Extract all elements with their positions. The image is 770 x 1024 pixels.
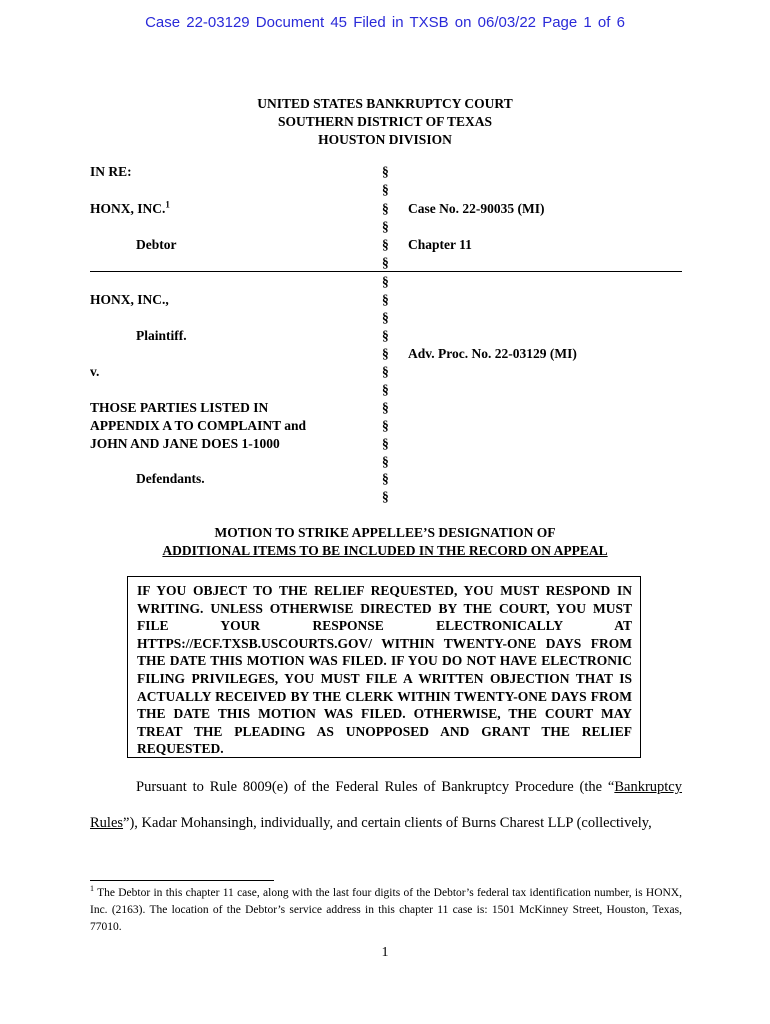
court-division: HOUSTON DIVISION [318,132,452,147]
section-symbol: § [382,364,389,379]
section-symbol: § [382,164,389,179]
defined-term: Rules [90,815,124,831]
motion-title-line-1: MOTION TO STRIKE APPELLEE’S DESIGNATION OF [214,525,556,540]
versus-label: v. [90,364,100,379]
section-symbol: § [382,418,389,433]
section-symbol: § [382,219,389,234]
section-symbol: § [382,292,389,307]
motion-title [0,524,770,560]
section-symbol: § [382,274,389,289]
section-symbol: § [382,310,389,325]
section-symbol: § [382,382,389,397]
defendants-line-1: THOSE PARTIES LISTED IN [90,400,269,415]
response-notice-text: IF YOU OBJECT TO THE RELIEF REQUESTED, YOU MUST RESPOND IN WRITING. UNLESS OTHERWISE DIRECTED BY THE COURT, YOU MUST FILE YOUR RESPONSE ELECTRONICALLY AT HTTPS://ECF.TXSB.USCOURTS.GOV/ WITHIN TWENTY-ONE DAYS FROM THE DATE THIS MOTION WAS FILED. IF YOU DO NOT HAVE ELECTRONIC FILING PRIVILEGES, YOU MUST FILE A WRITTEN OBJECTION THAT IS ACTUALLY RECEIVED BY THE CLERK WITHIN TWENTY-ONE DAYS FROM THE DATE THIS MOTION WAS FILED. OTHERWISE, THE COURT MAY TREAT THE PLEADING AS UNOPPOSED AND GRANT THE RELIEF REQUESTED. [137,583,632,757]
defined-term: Bankruptcy [614,779,682,795]
section-symbol: § [382,489,389,504]
plaintiff-label: Plaintiff. [136,328,187,343]
footnote-mark: 1 [165,199,170,210]
court-heading [0,95,770,149]
section-symbol: § [382,328,389,343]
debtor-name: HONX, INC.$^1$ [90,199,170,216]
section-symbol: § [382,346,389,361]
defendants-line-3: JOHN AND JANE DOES 1-1000 [90,436,280,451]
footnote-mark: 1 [90,884,94,894]
defendants-label: Defendants. [136,471,205,486]
section-symbol: § [382,454,389,469]
footnote-divider [90,880,274,881]
defendants-line-2: APPENDIX A TO COMPLAINT and [90,418,307,433]
body-paragraph-line-1: Pursuant to Rule 8009(e) of the Federal Rules of Bankruptcy Procedure (the “Bankruptcy [136,779,682,795]
section-symbol: § [382,182,389,197]
body-paragraph-line-2: Rules”), Kadar Mohansingh, individually, and certain clients of Burns Charest LLP (collectively, [90,815,652,831]
section-symbol: § [382,400,389,415]
plaintiff-name: HONX, INC., [90,292,169,307]
response-notice-box [127,576,641,758]
motion-title-line-2: ADDITIONAL ITEMS TO BE INCLUDED IN THE RECORD ON APPEAL [162,543,608,558]
caption-divider [90,271,682,272]
court-name: UNITED STATES BANKRUPTCY COURT [257,96,513,111]
debtor-label: Debtor [136,237,177,252]
court-district: SOUTHERN DISTRICT OF TEXAS [278,114,492,129]
section-symbol: § [382,237,389,252]
section-symbol: § [382,436,389,451]
section-symbol: § [382,471,389,486]
ecf-header-stamp: Case 22-03129 Document 45 Filed in TXSB on 06/03/22 Page 1 of 6 [145,14,625,31]
page-number: 1 [381,945,389,960]
section-symbol: § [382,255,389,270]
chapter-label: Chapter 11 [408,237,472,252]
adv-proc-number: Adv. Proc. No. 22-03129 (MI) [408,346,577,361]
footnote [90,885,682,936]
in-re-label: IN RE: [90,164,132,179]
case-number: Case No. 22-90035 (MI) [408,201,545,216]
footnote-text: The Debtor in this chapter 11 case, along with the last four digits of the Debtor’s federal tax identification number, is HONX, Inc. (2163). The location of the Debtor’s service address in this chapter 11 case is: 1501 McKinney Street, Houston, Texas, 77010. [90,887,682,933]
section-symbol: § [382,201,389,216]
